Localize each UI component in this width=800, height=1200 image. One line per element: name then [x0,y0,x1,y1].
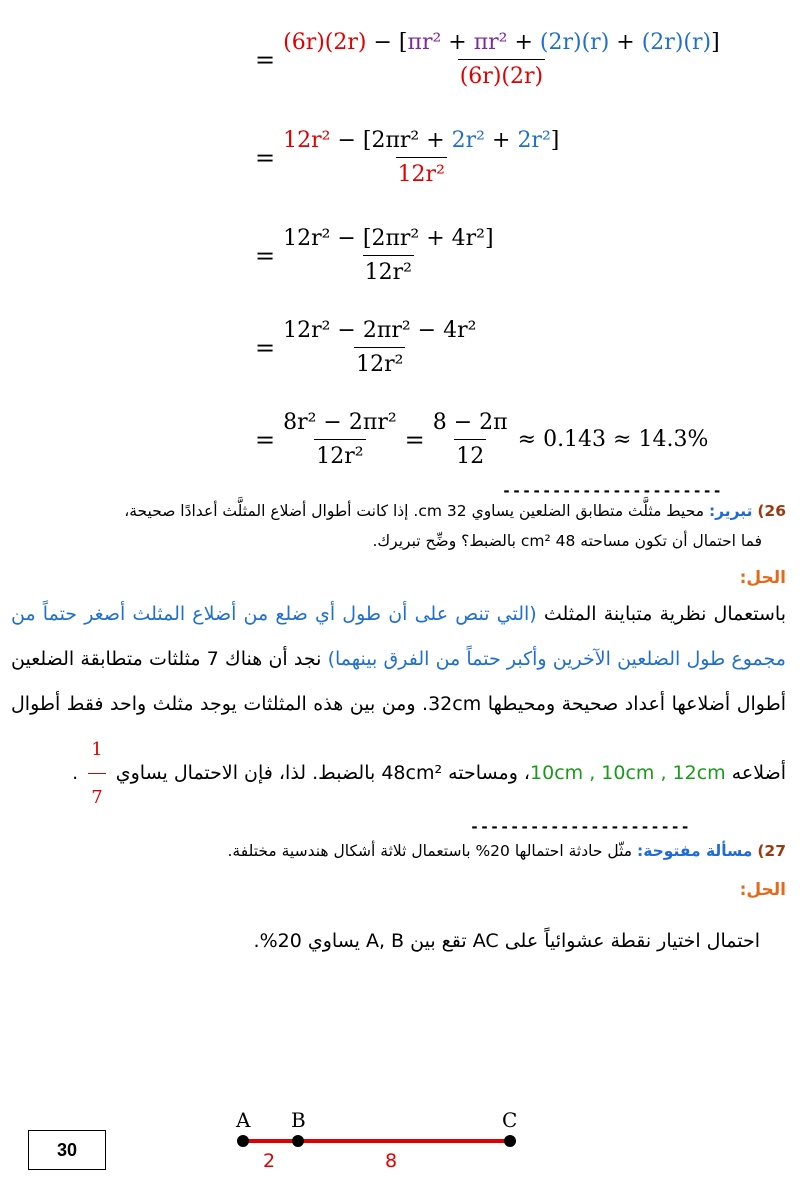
paragraph-text: ، ومساحته 48cm² بالضبط. لذا، فإن الاحتمال يساوي [115,762,531,784]
probability-fraction [88,727,105,820]
segment-diagram [225,1105,545,1185]
denominator: 12 [454,439,486,469]
question-number: 27) [757,842,786,860]
term-rect: (6r)(2r) [283,30,367,55]
solution-label: الحل: [739,568,786,588]
fraction [431,410,510,469]
operator: + [507,30,540,55]
page-number: 30 [28,1130,106,1170]
paragraph-text: . [72,762,85,784]
q26-solution-paragraph [11,592,786,820]
denominator: 7 [88,773,105,820]
term: 12r² [283,128,331,153]
equals-sign: = [255,241,276,270]
fraction [281,128,561,187]
fraction [281,30,722,89]
numerator [281,30,722,59]
term: 2r² [451,128,486,153]
equals-sign: = [255,425,276,454]
q26-line1 [0,502,786,520]
denominator: 12r² [354,347,405,377]
term-triangle: (2r)(r) [641,30,712,55]
bracket: ] [550,128,560,153]
question-text: مثّل حادثة احتمالها 20% باستعمال ثلاثة أشكال هندسية مختلفة. [227,842,633,860]
label-b: B [291,1108,306,1132]
operator: − [ [366,30,408,55]
length-ab: 2 [263,1150,276,1172]
paragraph-text: نجد أن هناك 7 مثلثات متطابقة الضلعين أطوال أضلاعها أعداد صحيحة ومحيطها 32cm. ومن بين هذه المثلثات يوجد مثلث واحد فقط أطوال أضلاعه [11,648,786,784]
q27-line [228,842,787,860]
term-triangle: (2r)(r) [539,30,610,55]
point-a [237,1135,249,1147]
operator: + [441,30,474,55]
fraction [281,410,399,469]
numerator: 12r² − [2πr² + 4r²] [283,226,494,251]
equals-sign: = [255,143,276,172]
numerator: 8 − 2π [432,410,508,435]
equals-sign: = [255,333,276,362]
equation-1 [255,30,722,89]
side-lengths: 10cm , 10cm , 12cm [530,762,726,784]
question-tag: مسألة مفتوحة: [637,842,753,860]
paragraph-text: باستعمال نظرية متباينة المثلث [536,603,786,625]
term: 2r² [517,128,551,153]
question-number: 26) [757,502,786,520]
q26-line2: فما احتمال أن تكون مساحته 48 cm² بالضبط؟ وضِّح تبريرك. [372,532,762,550]
fraction [281,318,478,377]
approximation: ≈ 0.143 ≈ 14.3% [517,427,709,452]
term-circle: πr² [473,30,508,55]
equation-5 [255,410,708,469]
numerator: 8r² − 2πr² [283,410,397,435]
fraction [281,226,495,285]
equals-sign: = [255,45,276,74]
denominator: (6r)(2r) [458,59,545,89]
point-b [292,1135,304,1147]
solution-label: الحل: [739,880,786,900]
question-text: محيط مثلَّث متطابق الضلعين يساوي 32 cm. إذا كانت أطوال أضلاع المثلَّث أعدادًا صحيحة، [124,502,704,520]
denominator: 12r² [314,439,365,469]
equation-4 [255,318,478,377]
separator: ---------------------- [470,818,691,836]
question-tag: تبرير: [708,502,753,520]
label-c: C [502,1108,518,1132]
separator: ---------------------- [502,482,723,500]
term: − [2πr² + [330,128,452,153]
equation-3 [255,226,496,285]
operator: + [485,128,518,153]
length-bc: 8 [385,1150,398,1172]
theorem-statement: (التي تنص على أن طول أي ضلع من أضلاع المثلث أصغر حتماً من مجموع طول الضلعين الآخرين وأكبر حتماً من الفرق بينهما) [11,603,786,670]
numerator: 1 [91,739,103,760]
denominator: 12r² [363,255,414,285]
equals-sign: = [404,425,425,454]
numerator [281,128,561,157]
equation-2 [255,128,561,187]
q27-solution-line: احتمال اختيار نقطة عشوائياً على AC تقع بين A, B يساوي 20%. [253,930,760,952]
denominator: 12r² [396,157,447,187]
bracket: ] [711,30,720,55]
point-c [504,1135,516,1147]
operator: + [609,30,642,55]
term-circle: πr² [407,30,442,55]
label-a: A [236,1108,251,1132]
numerator: 12r² − 2πr² − 4r² [283,318,477,343]
